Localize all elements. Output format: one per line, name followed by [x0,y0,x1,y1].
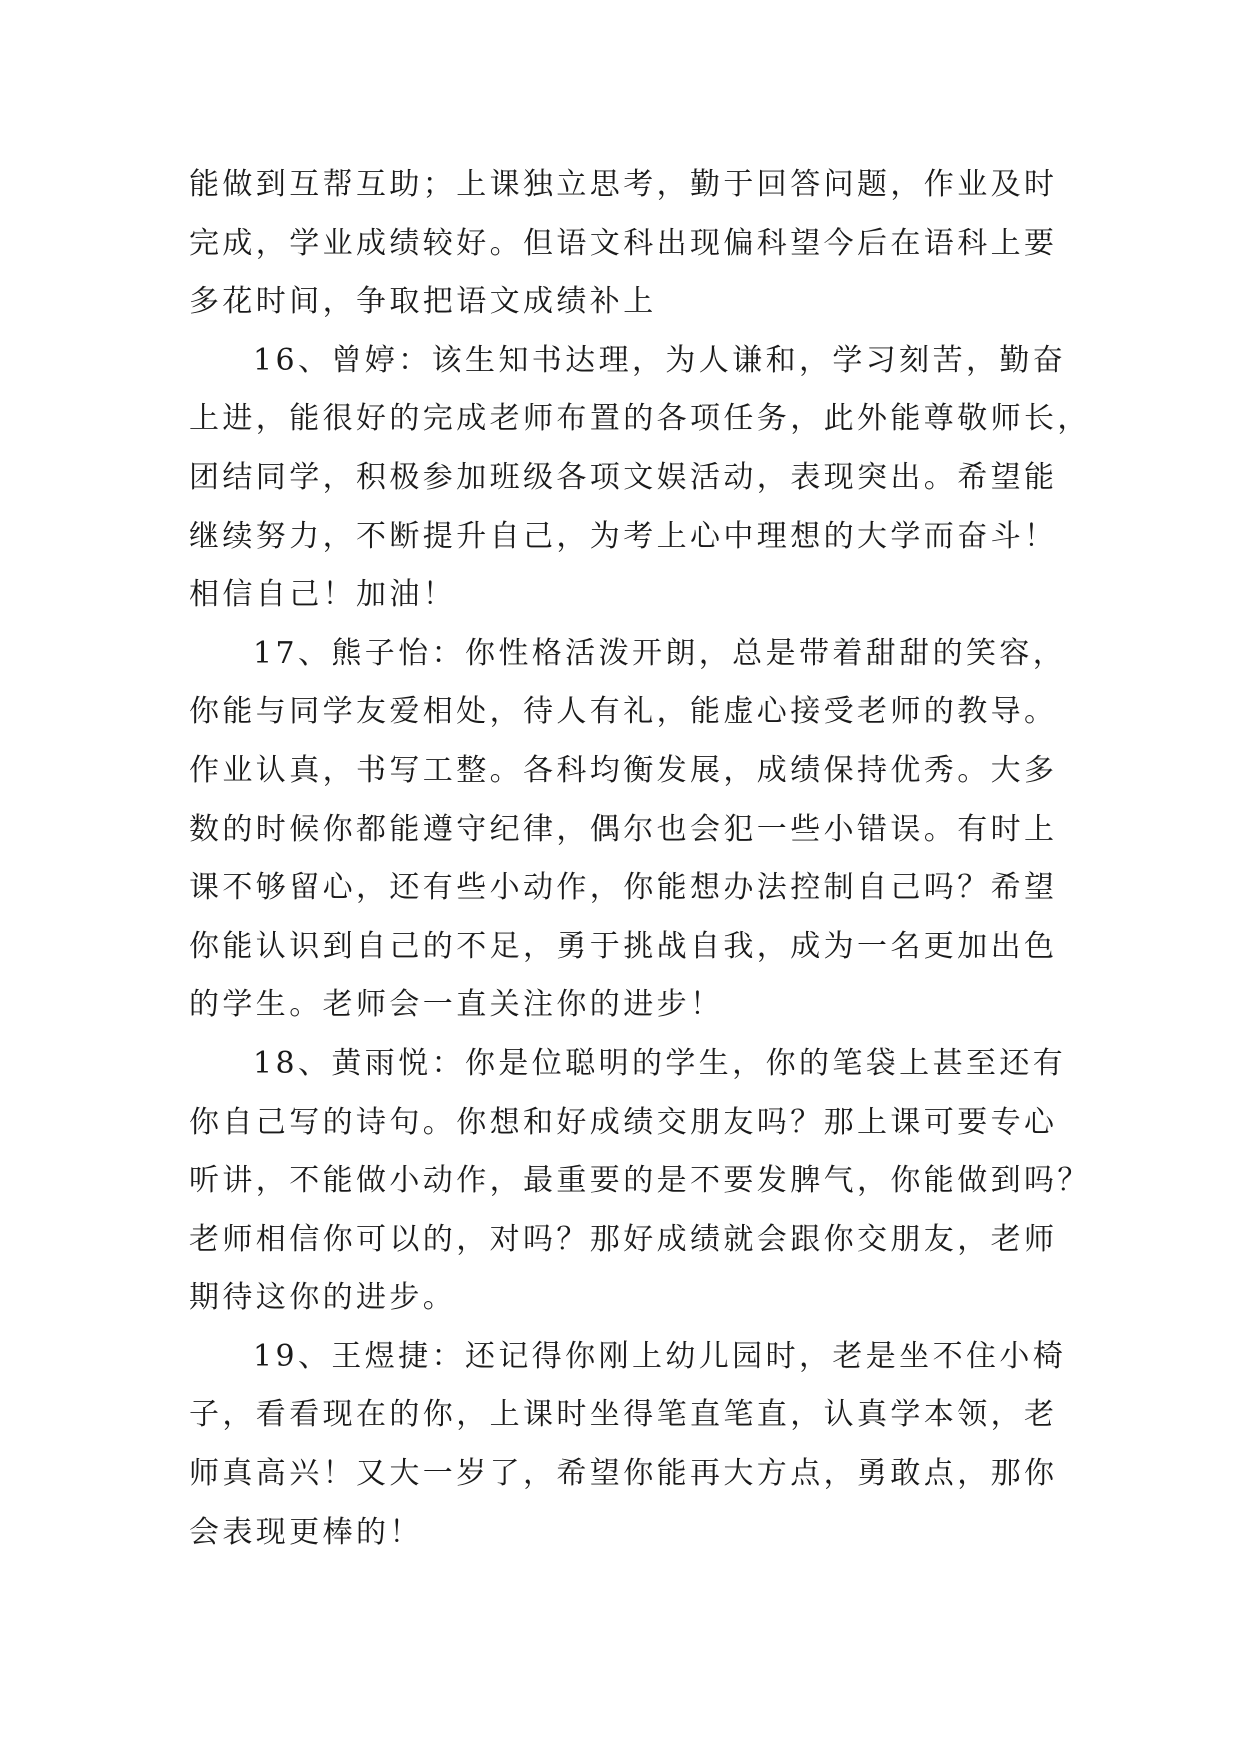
text-line: 多花时间，争取把语文成绩补上 [189,284,657,320]
text-line: 作业认真，书写工整。各科均衡发展，成绩保持优秀。大多 [189,752,1058,788]
text-line: 完成，学业成绩较好。但语文科出现偏科望今后在语科上要 [189,225,1058,261]
paragraph-start-line: 17、熊子怡：你性格活泼开朗，总是带着甜甜的笑容， [253,635,1067,671]
text-line: 老师相信你可以的，对吗？那好成绩就会跟你交朋友，老师 [189,1221,1058,1257]
text-line: 能做到互帮互助；上课独立思考，勤于回答问题，作业及时 [189,167,1058,202]
text-line: 团结同学，积极参加班级各项文娱活动，表现突出。希望能 [189,459,1058,495]
text-line: 子，看看现在的你，上课时坐得笔直笔直，认真学本领，老 [189,1397,1058,1433]
text-line: 相信自己！加油！ [189,577,457,613]
text-line: 你自己写的诗句。你想和好成绩交朋友吗？那上课可要专心 [189,1104,1058,1140]
text-line: 课不够留心，还有些小动作，你能想办法控制自己吗？希望 [189,870,1058,906]
document-body [189,156,1091,1562]
text-line: 师真高兴！又大一岁了，希望你能再大方点，勇敢点，那你 [189,1456,1058,1492]
paragraph-start-line: 19、王煜捷：还记得你刚上幼儿园时，老是坐不住小椅 [253,1338,1067,1374]
text-line: 的学生。老师会一直关注你的进步！ [189,987,724,1023]
text-line: 上进，能很好的完成老师布置的各项任务，此外能尊敬师长， [189,401,1091,437]
text-line: 数的时候你都能遵守纪律，偶尔也会犯一些小错误。有时上 [189,811,1058,847]
text-line: 期待这你的进步。 [189,1280,457,1316]
text-line: 你能认识到自己的不足，勇于挑战自我，成为一名更加出色 [189,928,1058,964]
paragraph-start-line: 16、曾婷：该生知书达理，为人谦和，学习刻苦，勤奋 [253,342,1067,378]
paragraph-start-line: 18、黄雨悦：你是位聪明的学生，你的笔袋上甚至还有 [253,1045,1067,1081]
text-line: 会表现更棒的！ [189,1514,423,1550]
text-line: 你能与同学友爱相处，待人有礼，能虚心接受老师的教导。 [189,694,1058,730]
text-line: 继续努力，不断提升自己，为考上心中理想的大学而奋斗！ [189,518,1058,554]
text-line: 听讲，不能做小动作，最重要的是不要发脾气，你能做到吗？ [189,1163,1091,1199]
